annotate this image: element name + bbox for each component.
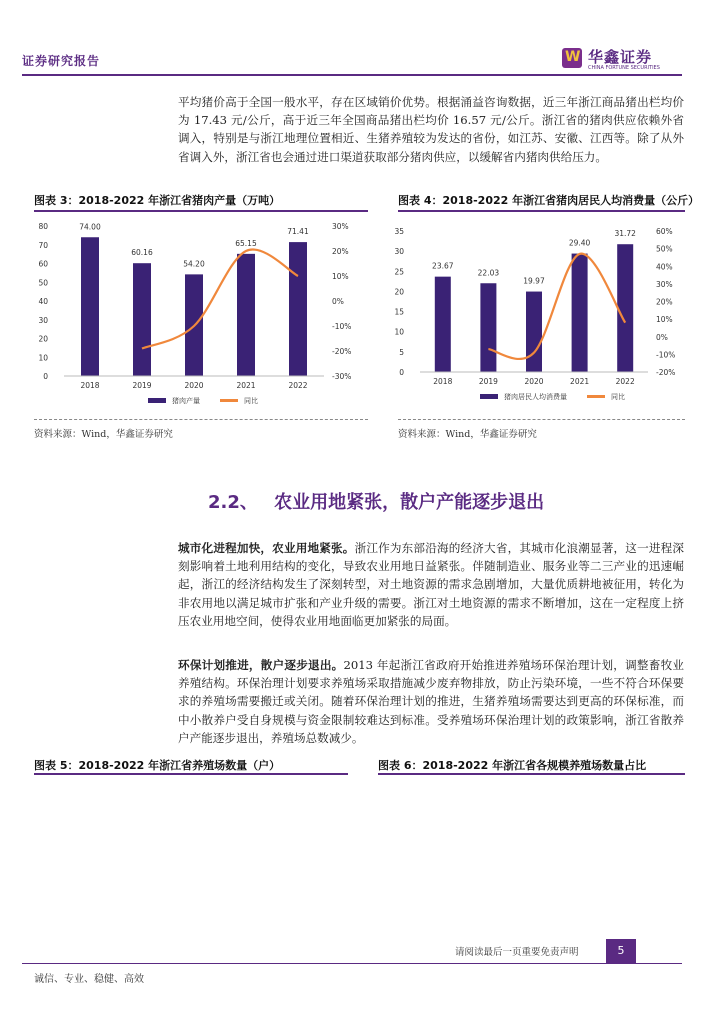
figure4-source: 资料来源：Wind，华鑫证券研究 [398, 429, 537, 440]
y2-tick-label: -10% [332, 322, 352, 331]
figure3-title: 图表 3：2018-2022 年浙江省猪肉产量（万吨） [34, 194, 281, 207]
y2-tick-label: 10% [656, 315, 673, 325]
yoy-line [488, 254, 625, 359]
report-type-label: 证券研究报告 [22, 54, 101, 68]
bar-value-label: 31.72 [614, 229, 636, 239]
y-tick-label: 0 [399, 368, 404, 377]
bar [133, 263, 151, 376]
footer-rule [22, 963, 682, 964]
header-rule [22, 74, 682, 76]
bar-value-label: 23.67 [432, 261, 454, 271]
bar-value-label: 19.97 [523, 276, 545, 286]
y2-tick-label: 20% [332, 247, 349, 256]
bar [617, 244, 633, 372]
x-tick-label: 2022 [615, 377, 635, 386]
y2-tick-label: 40% [656, 262, 673, 272]
chart-pork-production [34, 216, 374, 416]
x-tick-label: 2018 [433, 377, 453, 386]
legend-bar-label: 猪肉产量 [172, 397, 200, 405]
section-title: 农业用地紧张，散户产能逐步退出 [274, 492, 545, 513]
x-tick-label: 2020 [184, 381, 204, 390]
y2-tick-label: 20% [656, 297, 673, 307]
bar [526, 292, 542, 372]
x-tick-label: 2019 [132, 381, 152, 390]
legend-bar-swatch [148, 398, 166, 403]
y2-tick-label: 0% [656, 332, 668, 342]
figure3-source: 资料来源：Wind，华鑫证券研究 [34, 429, 173, 440]
paragraph-price-advantage: 平均猪价高于全国一般水平，存在区域销价优势。根据涌益咨询数据，近三年浙江商品猪出栏均价为 17.43 元/公斤，高于近三年全国商品猪出栏均价 16.57 元/公斤。浙江省的猪肉供应依赖外省调入，特别是与浙江地理位置相近、生猪养殖较为发达的省份，如江苏、安徽、江西等。除了从外省调入外，浙江省也会通过进口渠道获取部分猪肉供应，以缓解省内猪肉供给压力。 [178, 95, 684, 164]
y-tick-label: 25 [394, 267, 404, 277]
figure4-rule [398, 210, 685, 212]
legend-bar-label: 猪肉居民人均消费量 [504, 393, 567, 401]
x-tick-label: 2020 [524, 377, 544, 386]
y2-tick-label: -20% [332, 347, 352, 356]
y-tick-label: 80 [38, 222, 48, 231]
y2-tick-label: 30% [332, 222, 349, 231]
bar [572, 254, 588, 372]
y2-tick-label: 0% [332, 297, 344, 306]
y-tick-label: 70 [38, 240, 48, 250]
figure5-rule [34, 773, 348, 775]
paragraph-lead: 环保计划推进，散户逐步退出。 [178, 658, 344, 672]
figure4-divider [398, 419, 685, 420]
y-tick-label: 35 [394, 227, 404, 236]
x-tick-label: 2019 [478, 377, 498, 386]
bar-value-label: 74.00 [79, 222, 101, 232]
bar [480, 283, 496, 372]
bar [237, 254, 255, 376]
legend-line-swatch [220, 399, 238, 402]
legend-line-label: 同比 [611, 393, 625, 401]
logo-icon [562, 48, 582, 68]
brand-name: 华鑫证券 [588, 48, 653, 66]
x-tick-label: 2018 [80, 381, 100, 390]
brand-logo [562, 46, 682, 72]
figure6-rule [378, 773, 685, 775]
y2-tick-label: -10% [656, 350, 676, 360]
yoy-line [142, 250, 298, 349]
bar-value-label: 65.15 [235, 238, 257, 248]
paragraph-environmental [178, 656, 684, 747]
page-number: 5 [606, 939, 636, 963]
y2-tick-label: 30% [656, 279, 673, 289]
y-tick-label: 10 [394, 327, 404, 337]
x-tick-label: 2021 [570, 377, 590, 386]
legend-line-swatch [587, 395, 605, 398]
bar-value-label: 71.41 [287, 227, 309, 237]
y-tick-label: 60 [38, 259, 48, 269]
brand-name-en: CHINA FORTUNE SECURITIES [588, 65, 660, 71]
x-tick-label: 2021 [236, 381, 256, 390]
paragraph-body: 浙江作为东部沿海的经济大省，其城市化浪潮显著，这一进程深刻影响着土地利用结构的变化，导致农业用地日益紧张。伴随制造业、服务业等二三产业的迅速崛起，浙江的经济结构发生了深刻转型，对土地资源的需求急剧增加，大量优质耕地被征用，转化为非农用地以满足城市扩张和产业升级的需要。浙江对土地资源的需求不断增加，这在一定程度上挤压农业用地空间，使得农业用地面临更加紧张的局面。 [178, 541, 684, 628]
y-tick-label: 5 [399, 347, 404, 357]
y2-tick-label: 50% [656, 244, 673, 254]
paragraph-urbanization [178, 539, 684, 630]
y-tick-label: 15 [394, 307, 404, 317]
x-tick-label: 2022 [288, 381, 308, 390]
figure4-title: 图表 4：2018-2022 年浙江省猪肉居民人均消费量（公斤） [398, 194, 700, 207]
y2-tick-label: 10% [332, 272, 349, 281]
legend-line-label: 同比 [244, 397, 258, 405]
y2-tick-label: 60% [656, 227, 673, 236]
figure5-title: 图表 5：2018-2022 年浙江省养殖场数量（户） [34, 759, 281, 772]
bar [81, 237, 99, 376]
bar [289, 242, 307, 376]
paragraph-body: 2013 年起浙江省政府开始推进养殖场环保治理计划，调整畜牧业养殖结构。环保治理计划要求养殖场采取措施减少废弃物排放，防止污染环境，一些不符合环保要求的养殖场需要搬迁或关闭。随着环保治理计划的推进，生猪养殖场需要达到更高的环保标准，而中小散养户受自身规模与资金限制较难达到标准。受养殖场环保治理计划的政策影响，浙江省散养户产能逐步退出，养殖场总数减少。 [178, 658, 684, 745]
footer-slogan: 诚信、专业、稳健、高效 [34, 974, 144, 985]
y-tick-label: 0 [43, 372, 48, 381]
bar-value-label: 29.40 [568, 238, 591, 248]
section-heading [208, 488, 544, 514]
bar [435, 277, 451, 372]
paragraph-lead: 城市化进程加快，农业用地紧张。 [178, 541, 355, 555]
bar-value-label: 54.20 [183, 259, 205, 269]
figure6-title: 图表 6：2018-2022 年浙江省各规模养殖场数量占比 [378, 759, 647, 772]
y2-tick-label: -30% [332, 372, 352, 381]
y-tick-label: 50 [38, 278, 48, 288]
y-tick-label: 20 [38, 334, 48, 344]
y2-tick-label: -20% [656, 368, 676, 377]
y-tick-label: 40 [38, 297, 48, 306]
figure3-rule [34, 210, 368, 212]
y-tick-label: 30 [394, 247, 404, 257]
y-tick-label: 20 [394, 287, 404, 297]
bar-value-label: 60.16 [131, 248, 153, 258]
section-number: 2.2、 [208, 492, 258, 513]
y-tick-label: 30 [38, 315, 48, 325]
disclaimer-note: 请阅读最后一页重要免责声明 [455, 947, 579, 958]
bar-value-label: 22.03 [477, 268, 500, 278]
y-tick-label: 10 [38, 353, 48, 363]
legend-bar-swatch [480, 394, 498, 399]
figure3-divider [34, 419, 368, 420]
chart-pork-consumption [394, 216, 688, 416]
